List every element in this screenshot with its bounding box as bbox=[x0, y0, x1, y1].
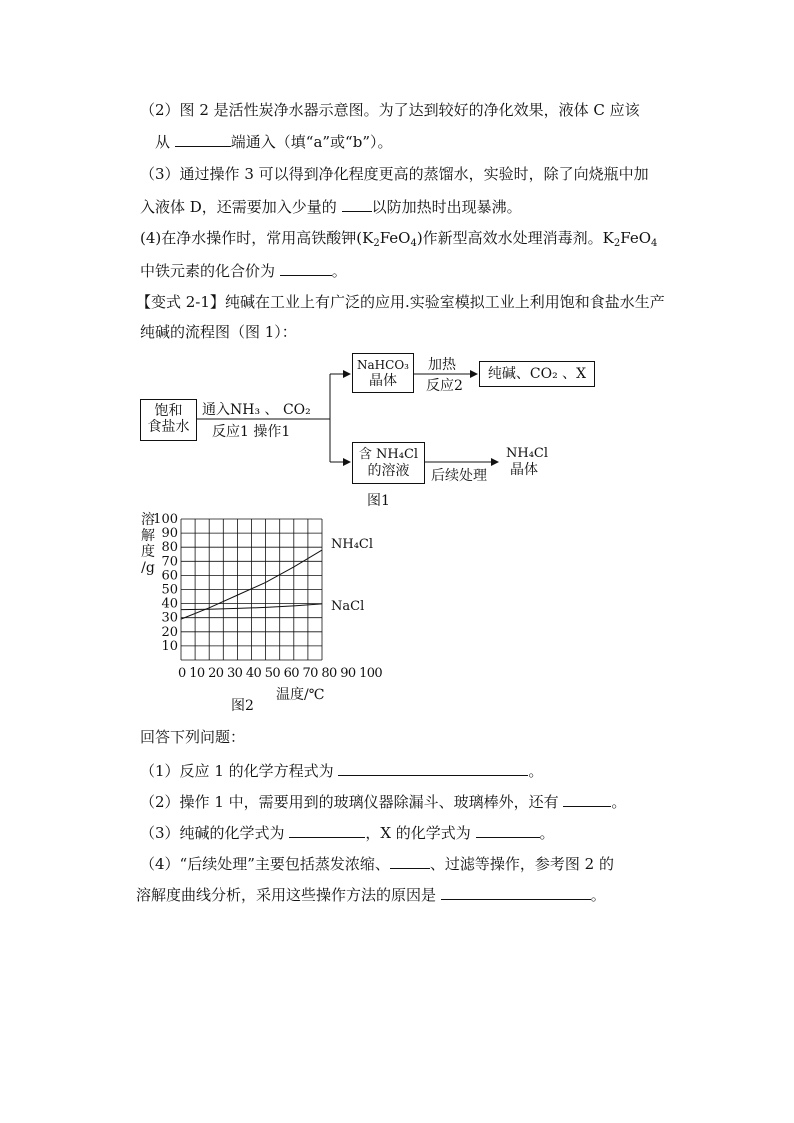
variant-text: 纯碱的流程图（图 1）： bbox=[140, 323, 297, 341]
chart-xlabel: 温度/℃ bbox=[276, 687, 325, 703]
answer-blank[interactable] bbox=[563, 791, 611, 807]
answer-4-line-2 bbox=[136, 884, 606, 905]
y-tick-label: 80 bbox=[161, 540, 178, 556]
answer-4-line-1 bbox=[140, 853, 614, 874]
box-label: 的溶液 bbox=[367, 463, 410, 479]
ylabel-char: /g bbox=[141, 560, 155, 576]
y-tick-label: 50 bbox=[161, 582, 178, 598]
variant-text: 纯碱在工业上有广泛的应用.实验室模拟工业上利用饱和食盐水生产 bbox=[224, 293, 665, 311]
subscript: 2 bbox=[613, 238, 621, 249]
question-text: 溶解度曲线分析，采用这些操作方法的原因是 bbox=[136, 886, 441, 904]
arrow2-top-label: 加热 bbox=[428, 357, 456, 373]
y-tick-label: 20 bbox=[161, 624, 178, 640]
arrow2-bottom-label: 反应2 bbox=[426, 378, 463, 394]
question-text: 。 bbox=[331, 262, 347, 280]
question-text: 通过操作 3 可以得到净化程度更高的蒸馏水，实验时，除了向烧瓶中加 bbox=[179, 165, 649, 183]
question-text: 图 2 是活性炭净水器示意图。为了达到较好的净化效果，液体 C 应该 bbox=[179, 101, 640, 119]
x-tick-labels: 0 10 20 30 40 50 60 70 80 90 100 bbox=[178, 666, 383, 681]
answer-intro: 回答下列问题： bbox=[140, 728, 246, 746]
box-label: 纯碱、CO₂ 、X bbox=[487, 366, 587, 382]
subscript: 4 bbox=[651, 238, 658, 249]
answer-blank[interactable] bbox=[390, 853, 430, 869]
ylabel-char: 溶 bbox=[141, 512, 155, 528]
answer-2-line bbox=[140, 791, 626, 812]
question-text: 操作 1 中，需要用到的玻璃仪器除漏斗、玻璃棒外，还有 bbox=[179, 793, 564, 811]
question-text: 反应 1 的化学方程式为 bbox=[179, 762, 339, 780]
series-label: NH₄Cl bbox=[331, 537, 374, 553]
question-number: （2） bbox=[140, 793, 180, 811]
series-label: NaCl bbox=[331, 598, 365, 614]
question-number: （2） bbox=[140, 101, 180, 119]
question-text: 入液体 D，还需要加入少量的 bbox=[140, 198, 342, 216]
answer-blank[interactable] bbox=[476, 822, 540, 838]
y-tick-label: 70 bbox=[161, 554, 178, 570]
question-number: （4） bbox=[140, 855, 180, 873]
question-text: 从 bbox=[155, 133, 175, 151]
y-tick-label: 90 bbox=[161, 526, 178, 542]
question-text: 中铁元素的化合价为 bbox=[140, 262, 280, 280]
arrow3-label: 后续处理 bbox=[431, 468, 487, 484]
question-text: FeO bbox=[379, 229, 411, 247]
ylabel-char: 解 bbox=[141, 528, 155, 544]
question-text: ，X 的化学式为 bbox=[365, 824, 476, 842]
arrow1-bottom-label: 反应1 操作1 bbox=[212, 424, 291, 440]
question-text: FeO bbox=[620, 229, 652, 247]
box-label: 食盐水 bbox=[147, 419, 190, 435]
question-text: 以防加热时出现暴沸。 bbox=[371, 198, 522, 216]
y-tick-label: 30 bbox=[161, 610, 178, 626]
product-nh4cl-line1: NH₄Cl bbox=[506, 446, 549, 461]
y-tick-label: 10 bbox=[161, 638, 178, 654]
answer-blank[interactable] bbox=[441, 884, 591, 900]
y-tick-label: 40 bbox=[161, 596, 178, 612]
figure2-caption: 图2 bbox=[231, 698, 254, 714]
arrow1-top-label: 通入NH₃ 、 CO₂ bbox=[202, 402, 311, 418]
box-label: 饱和 bbox=[154, 403, 183, 419]
subscript: 2 bbox=[373, 238, 380, 249]
y-tick-label: 60 bbox=[161, 568, 178, 584]
question-text: “后续处理”主要包括蒸发浓缩、 bbox=[179, 855, 390, 873]
question-number: （3） bbox=[140, 165, 180, 183]
answer-blank[interactable] bbox=[338, 760, 528, 776]
y-tick-label: 100 bbox=[153, 512, 178, 527]
product-nh4cl-line2: 晶体 bbox=[510, 462, 538, 478]
subscript: 4 bbox=[410, 238, 417, 249]
answer-3-line bbox=[140, 822, 555, 843]
question-text: 、过滤等操作，参考图 2 的 bbox=[429, 855, 614, 873]
question-number: (4) bbox=[140, 229, 162, 247]
figure1-caption: 图1 bbox=[367, 493, 390, 509]
box-label: 晶体 bbox=[369, 373, 397, 389]
box-label: 含 NH₄Cl bbox=[358, 447, 419, 462]
question-text: 。 bbox=[528, 762, 544, 780]
question-number: （1） bbox=[140, 762, 180, 780]
question-text: 。 bbox=[590, 886, 606, 904]
question-text: 纯碱的化学式为 bbox=[179, 824, 290, 842]
ylabel-char: 度 bbox=[141, 544, 155, 560]
question-text: 端通入（填“a”或“b”）。 bbox=[230, 133, 393, 151]
answer-1-line bbox=[140, 760, 543, 781]
question-text: 在净水操作时，常用高铁酸钾(K bbox=[161, 229, 374, 247]
answer-blank[interactable] bbox=[289, 822, 365, 838]
question-text: 。 bbox=[611, 793, 627, 811]
box-label: NaHCO₃ bbox=[357, 358, 409, 372]
question-number: （3） bbox=[140, 824, 180, 842]
variant-tag: 【变式 2-1】 bbox=[136, 293, 225, 311]
question-text: 。 bbox=[539, 824, 555, 842]
question-text: )作新型高效水处理消毒剂。K bbox=[416, 229, 614, 247]
